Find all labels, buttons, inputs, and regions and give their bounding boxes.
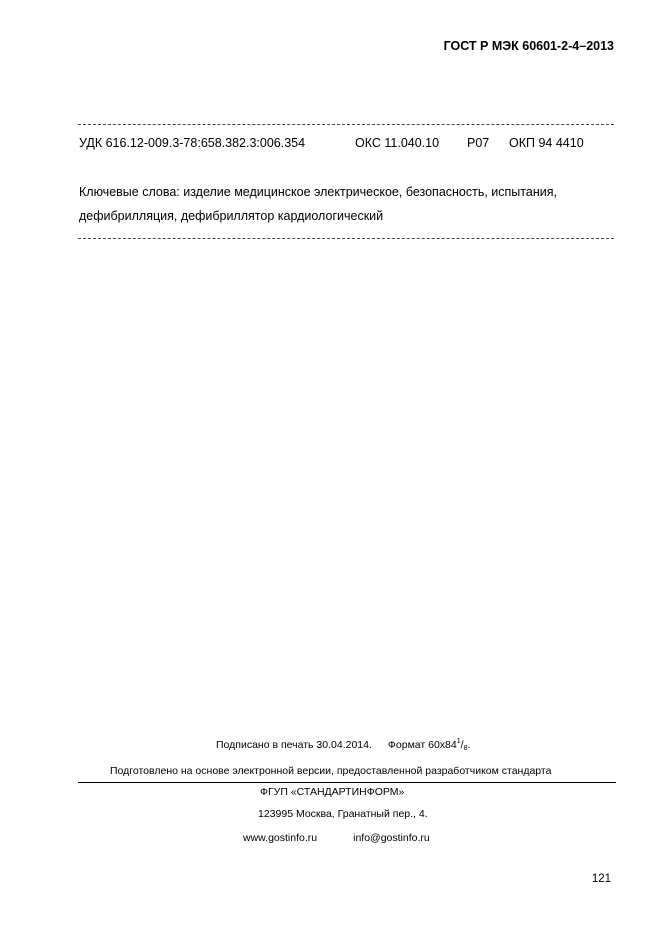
imprint-divider <box>78 782 616 783</box>
keywords-block <box>79 180 619 228</box>
publisher-name: ФГУП «СТАНДАРТИНФОРМ» <box>260 786 405 798</box>
standard-code-header: ГОСТ Р МЭК 60601-2-4–2013 <box>443 39 614 53</box>
oks-code: ОКС 11.040.10 <box>355 136 440 150</box>
okp-code: ОКП 94 4410 <box>509 136 584 150</box>
top-dashed-divider <box>78 124 614 125</box>
prepared-note: Подготовлено на основе электронной версии, предоставленной разработчиком стандарта <box>110 765 552 777</box>
udk-code: УДК 616.12-009.3-78:658.382.3:006.354 <box>79 136 306 150</box>
email-link[interactable]: info@gostinfo.ru <box>353 832 430 844</box>
format-numerator: 1 <box>456 738 461 745</box>
format-suffix: . <box>467 739 471 751</box>
page-number: 121 <box>591 873 611 885</box>
keywords-line-1: Ключевые слова: изделие медицинское электрическое, безопасность, испытания, <box>79 185 557 199</box>
publisher-address: 123995 Москва, Гранатный пер., 4. <box>258 808 428 820</box>
format-prefix: Формат 60x84 <box>387 739 457 751</box>
keywords-line-2: дефибрилляция, дефибриллятор кардиологический <box>79 209 384 223</box>
signed-date: Подписано в печать 30.04.2014. <box>216 739 372 751</box>
imprint-signed-line: Подписано в печать 30.04.2014. Формат $60x84^1/_8$. <box>216 738 471 752</box>
bottom-dashed-divider <box>78 238 614 239</box>
website-link[interactable]: www.gostinfo.ru <box>243 832 318 844</box>
publisher-contacts <box>0 832 661 844</box>
format-denominator: 8 <box>463 745 468 752</box>
p-code: Р07 <box>467 136 490 150</box>
classification-line <box>79 136 584 150</box>
